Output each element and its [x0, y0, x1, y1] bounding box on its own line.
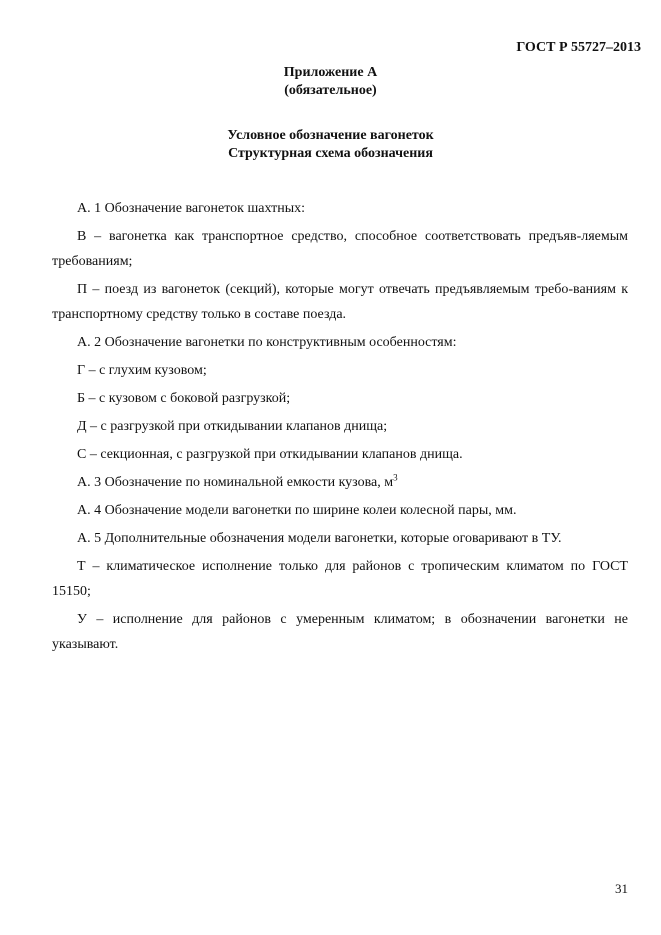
section-title-2: Структурная схема обозначения: [228, 146, 433, 161]
paragraph-a5: А. 5 Дополнительные обозначения модели вагонетки, которые оговаривают в ТУ.: [77, 531, 562, 546]
paragraph-a1: А. 1 Обозначение вагонеток шахтных:: [77, 201, 305, 216]
paragraph-d: Д – с разгрузкой при откидывании клапанов днища;: [77, 419, 388, 434]
cubic-superscript: 3: [393, 472, 398, 483]
appendix-title: Приложение А: [283, 65, 378, 80]
paragraph-a4: А. 4 Обозначение модели вагонетки по ширине колеи колесной пары, мм.: [77, 503, 517, 518]
page-number: 31: [615, 881, 628, 896]
appendix-status: (обязательное): [284, 83, 377, 98]
paragraph-u: У – исполнение для районов с умеренным климатом; в обозначении вагонетки не указывают.: [52, 612, 628, 652]
section-title-1: Условное обозначение вагонеток: [227, 128, 434, 143]
appendix-heading: [0, 64, 661, 100]
paragraph-v: В – вагонетка как транспортное средство, способное соответствовать предъяв-ляемым требованиям;: [52, 229, 628, 269]
paragraph-a3-text: А. 3 Обозначение по номинальной емкости кузова, м: [77, 475, 394, 490]
paragraph-b: Б – с кузовом с боковой разгрузкой;: [77, 391, 291, 406]
standard-number: ГОСТ Р 55727–2013: [516, 40, 641, 55]
paragraph-g: Г – с глухим кузовом;: [77, 363, 207, 378]
paragraph-p: П – поезд из вагонеток (секций), которые могут отвечать предъявляемым требо-ваниям к транспортному средству только в составе поезда.: [52, 282, 628, 322]
document-body: [52, 196, 628, 660]
paragraph-s: С – секционная, с разгрузкой при откидывании клапанов днища.: [77, 447, 463, 462]
paragraph-t: Т – климатическое исполнение только для районов с тропическим климатом по ГОСТ 15150;: [52, 559, 628, 599]
paragraph-a3: [52, 470, 628, 495]
paragraph-a2: А. 2 Обозначение вагонетки по конструктивным особенностям:: [77, 335, 457, 350]
section-heading: [0, 127, 661, 163]
